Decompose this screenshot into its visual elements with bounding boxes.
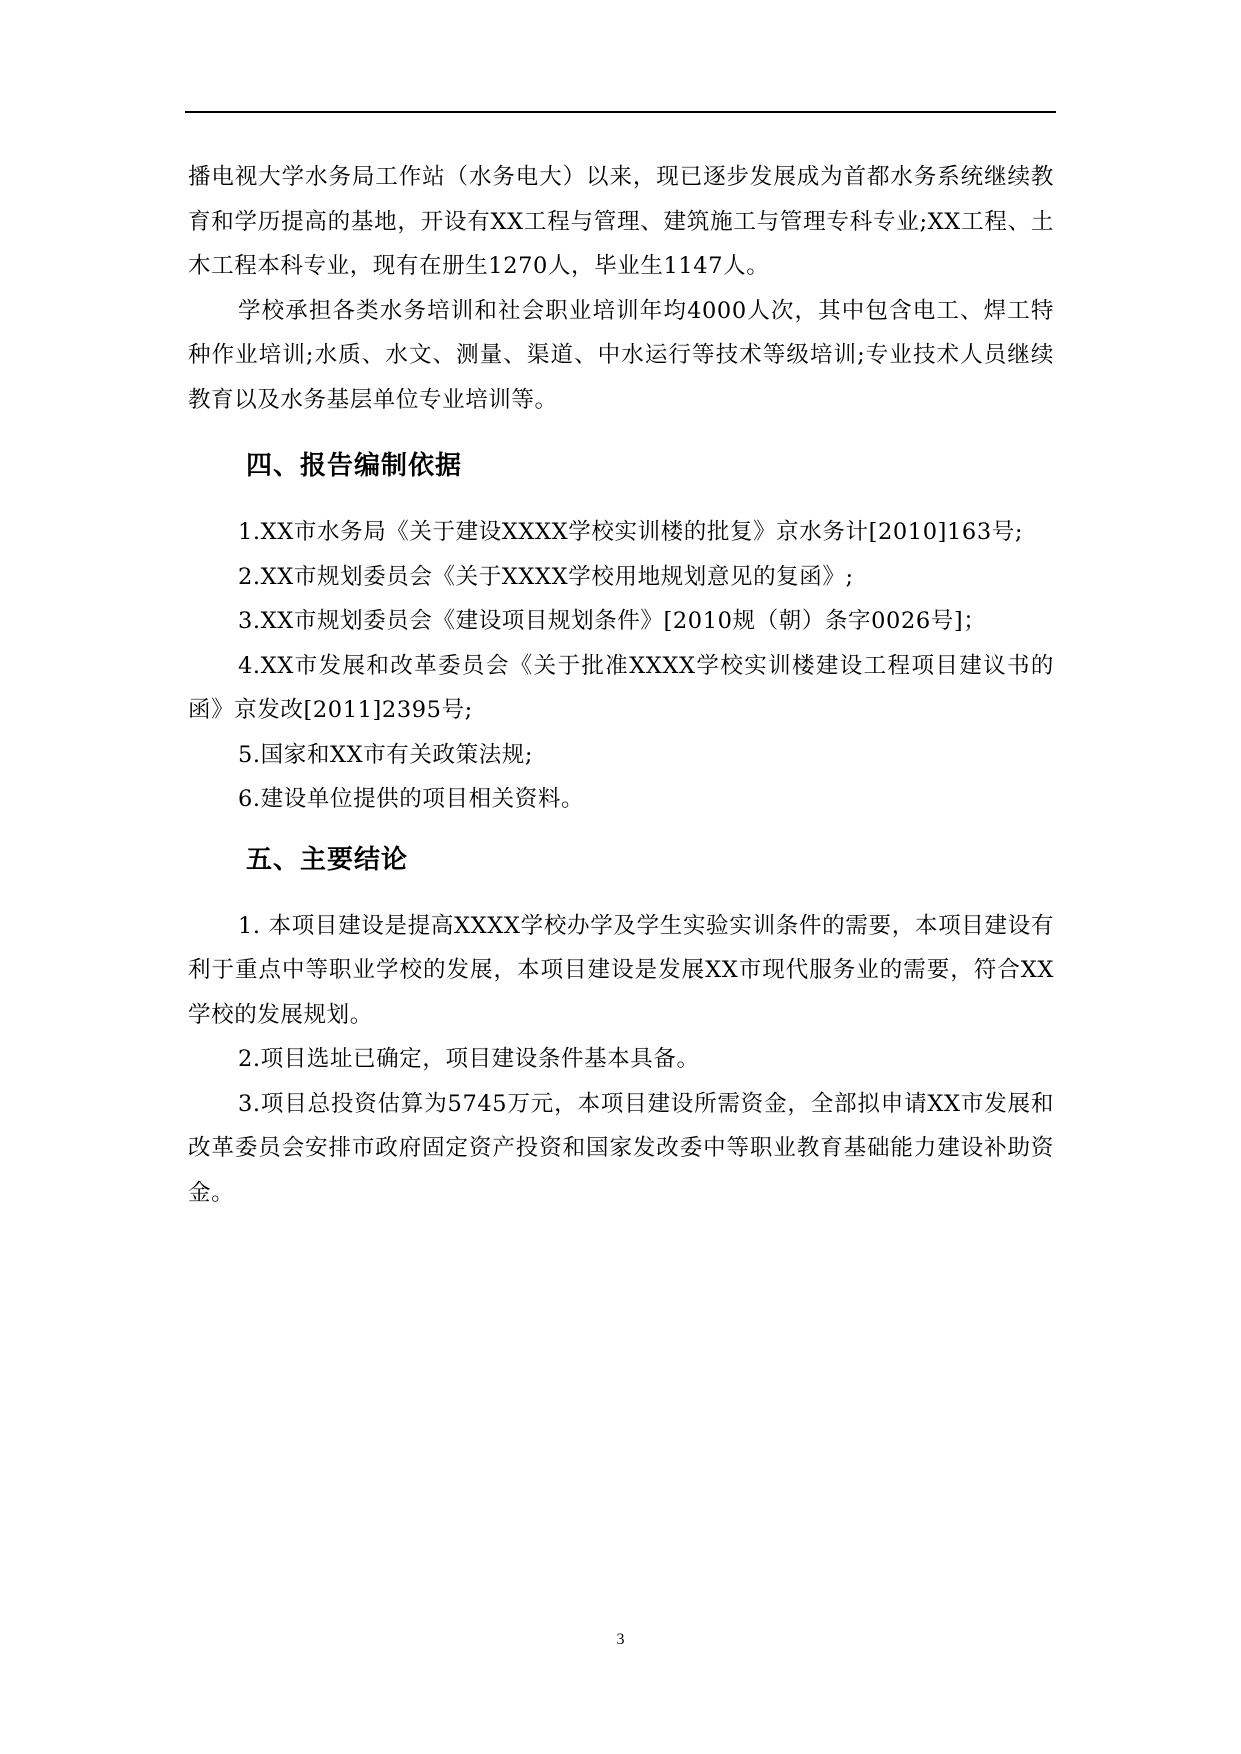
conclusion-item-1: 1. 本项目建设是提高XXXX学校办学及学生实验实训条件的需要，本项目建设有利于重点中等职业学校的发展，本项目建设是发展XX市现代服务业的需要，符合XX学校的发展规划。: [188, 912, 1054, 1028]
conclusion-item-3: 3.项目总投资估算为5745万元，本项目建设所需资金，全部拟申请XX市发展和改革委员会安排市政府固定资产投资和国家发改委中等职业教育基础能力建设补助资金。: [188, 1090, 1054, 1206]
conclusion-item-2: 2.项目选址已确定，项目建设条件基本具备。: [238, 1046, 700, 1072]
basis-item-3: 3.XX市规划委员会《建设项目规划条件》[2010规（朝）条字0026号]；: [238, 608, 987, 634]
training-paragraph: 学校承担各类水务培训和社会职业培训年均4000人次，其中包含电工、焊工特种作业培训;水质、水文、测量、渠道、中水运行等技术等级培训;专业技术人员继续教育以及水务基层单位专业培训等。: [188, 297, 1054, 413]
basis-item-4: 4.XX市发展和改革委员会《关于批准XXXX学校实训楼建设工程项目建议书的函》京发改[2011]2395号;: [188, 652, 1054, 723]
page-number: 3: [616, 1631, 625, 1648]
basis-item-5: 5.国家和XX市有关政策法规;: [238, 741, 534, 768]
section-4-heading: 四、报告编制依据: [246, 451, 463, 481]
basis-item-1: 1.XX市水务局《关于建设XXXX学校实训楼的批复》京水务计[2010]163号;: [238, 519, 1024, 545]
section-5-heading: 五、主要结论: [246, 844, 409, 875]
basis-item-2: 2.XX市规划委员会《关于XXXX学校用地规划意见的复函》;: [238, 563, 854, 590]
document-body: [188, 155, 1054, 1215]
continuation-paragraph: 播电视大学水务局工作站（水务电大）以来，现已逐步发展成为首都水务系统继续教育和学历提高的基地，开设有XX工程与管理、建筑施工与管理专科专业;XX工程、土木工程本科专业，现有在册生1270人，毕业生1147人。: [188, 164, 1054, 279]
basis-item-6: 6.建设单位提供的项目相关资料。: [238, 786, 585, 812]
header-rule: [185, 111, 1056, 113]
